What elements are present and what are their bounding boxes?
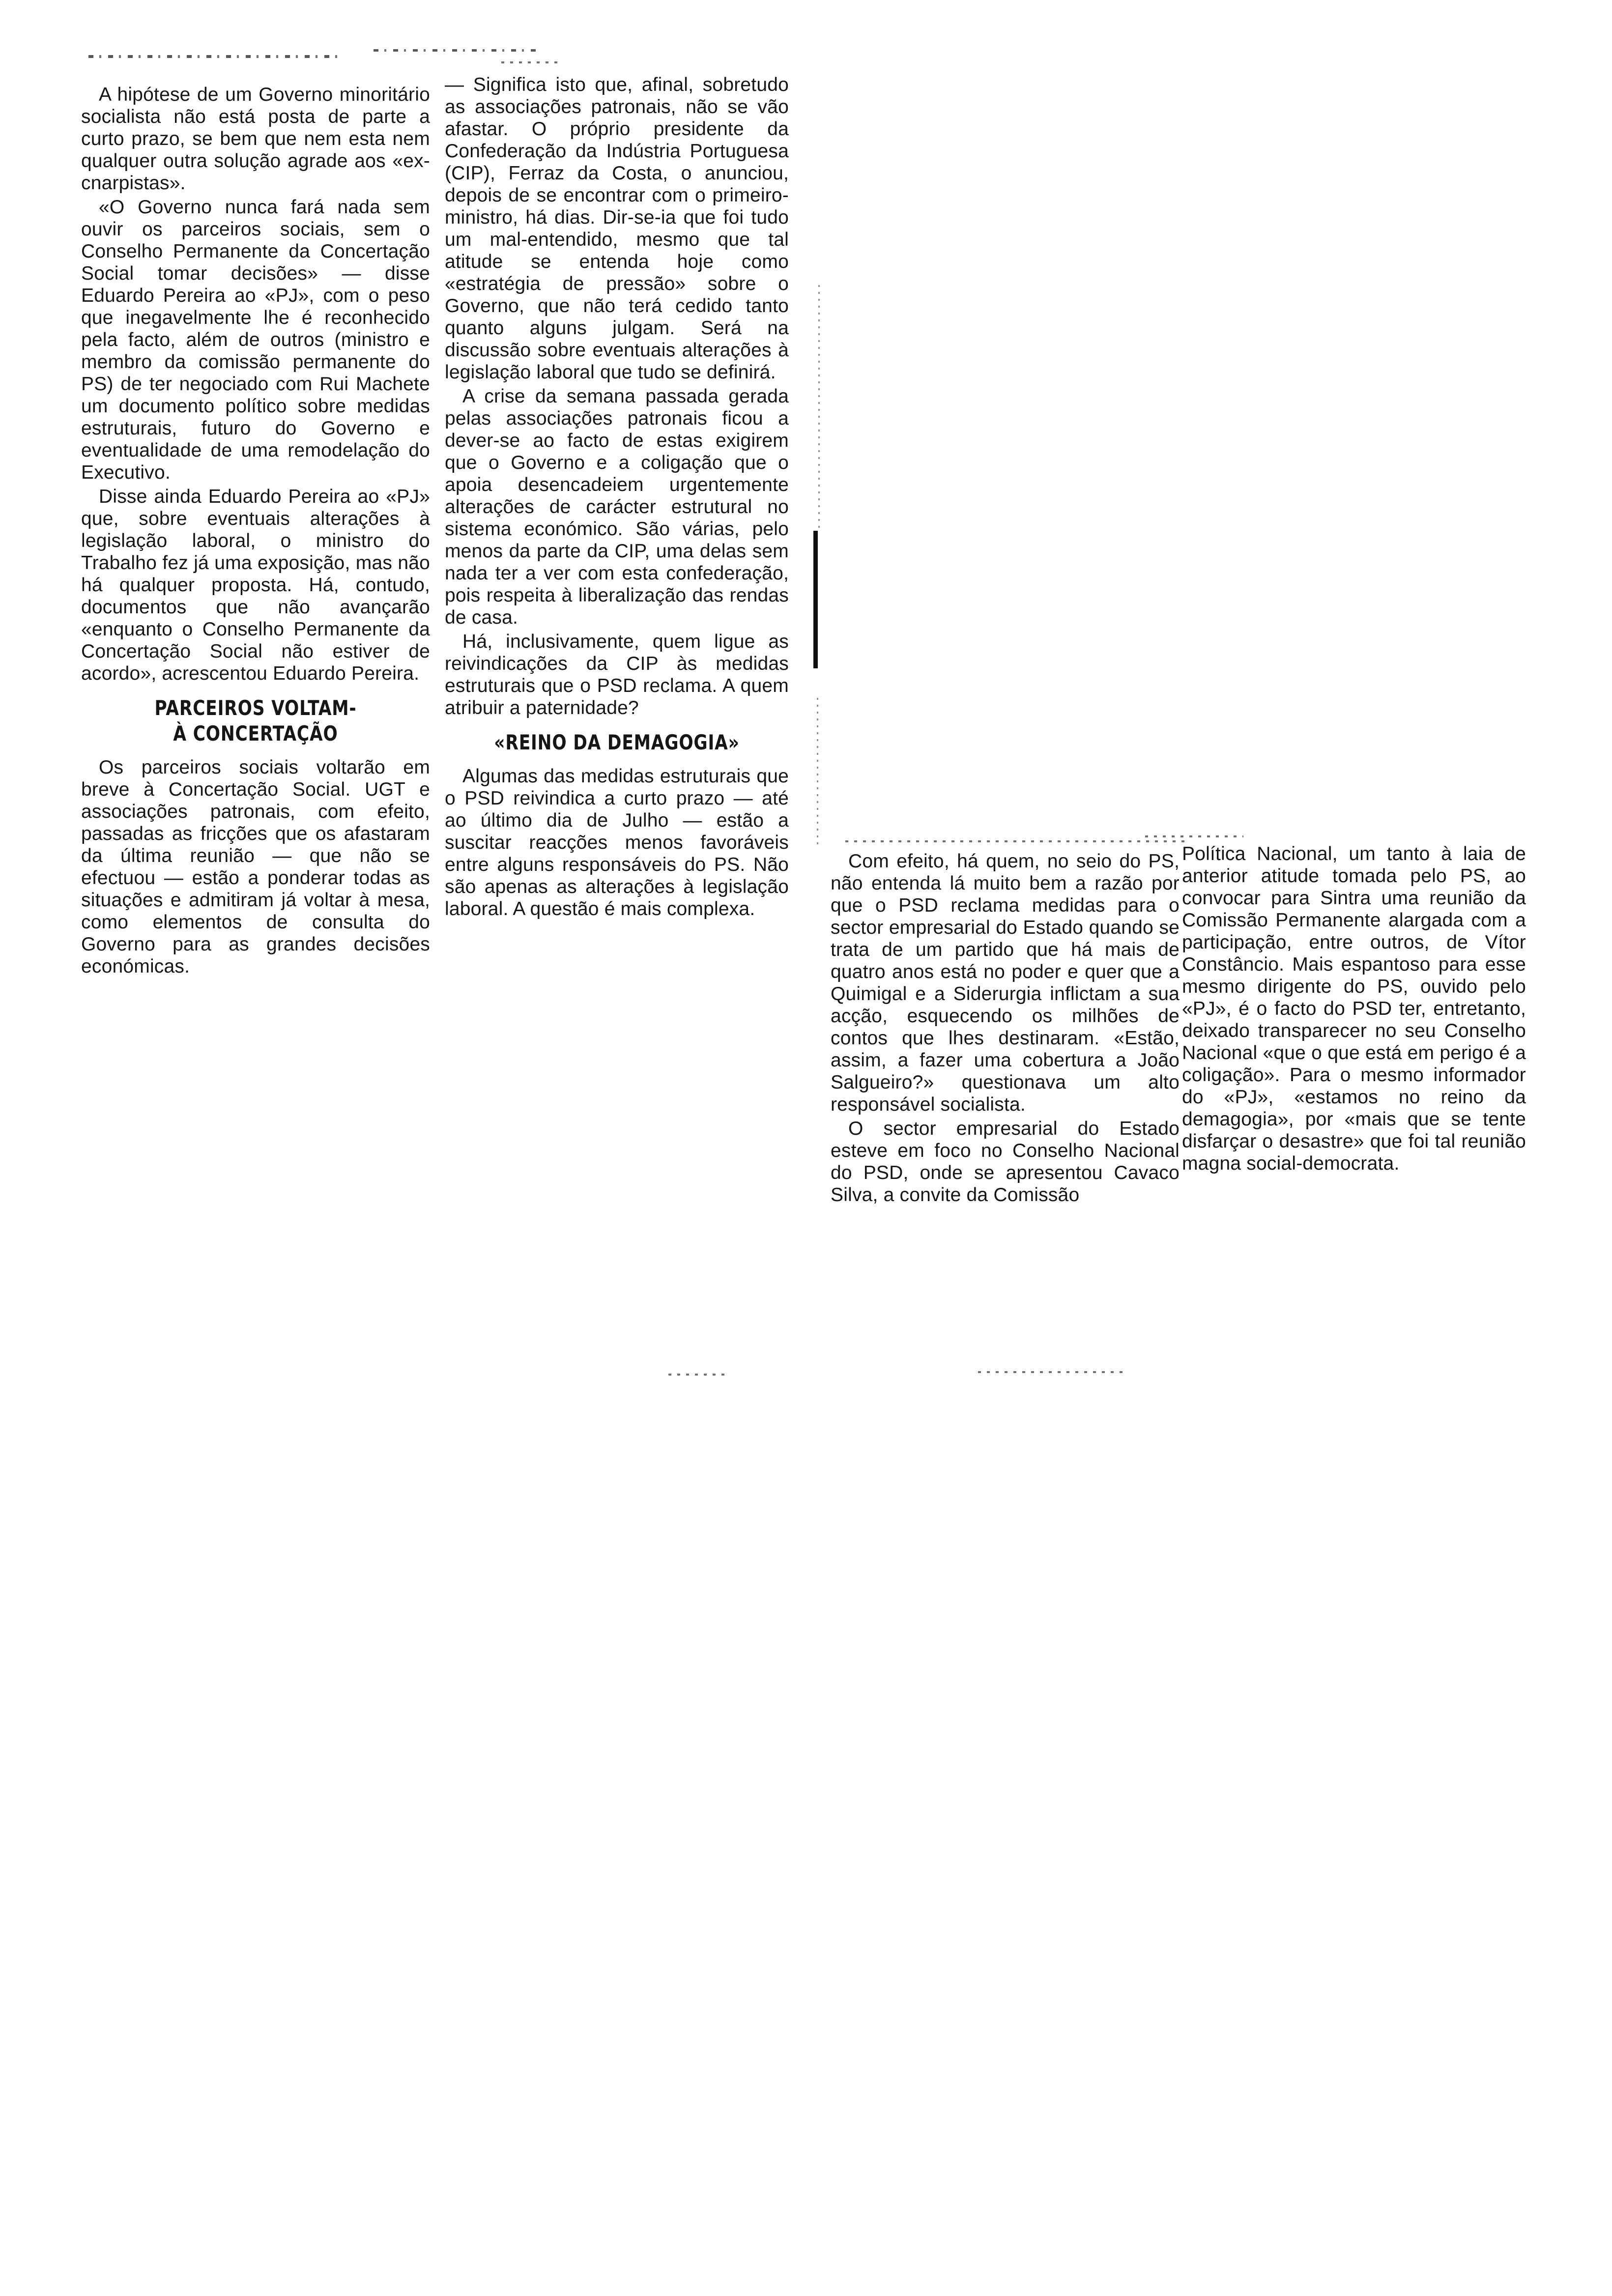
scan-noise-top-left <box>88 55 344 58</box>
col1-paragraph-2: «O Governo nunca fará nada sem ouvir os parceiros sociais, sem o Conselho Permanente da Concertação Social tomar decisões» — disse Eduardo Pereira ao «PJ», com o peso que inegavelmente lhe é reconhecido pela facto, além de outros (ministro e membro da comissão permanente do PS) de ter negociado com Rui Machete um documento político sobre medidas estruturais, futuro do Governo e eventualidade de uma remodelação do Executivo. <box>81 197 430 483</box>
scan-noise-col2-bottom <box>668 1374 727 1376</box>
col1-paragraph-1: A hipótese de um Governo minoritário socialista não está posta de parte a curto prazo, se bem que nem esta nem qualquer outra solução agrade aos «ex-cnarpistas». <box>81 84 430 194</box>
subheading-line-1: PARCEIROS VOLTAM- <box>154 696 357 720</box>
col1-paragraph-4: Os parceiros sociais voltarão em breve à Concertação Social. UGT e associações patronais, com efeito, passadas as fricções que os afastaram da última reunião — que não se efectuou — estão a ponderar todas as situações e admitiram já voltar à mesa, como elementos de consulta do Governo para as grandes decisões económicas. <box>81 757 430 977</box>
subheading-parceiros-voltam <box>113 695 399 746</box>
scan-noise-col4-top <box>1145 835 1243 837</box>
col3-paragraph-2: O sector empresarial do Estado esteve em foco no Conselho Nacional do PSD, onde se apresentou Cavaco Silva, a convite da Comissão <box>831 1118 1180 1205</box>
scan-noise-top-center <box>374 49 536 52</box>
subheading-reino-da-demagogia <box>476 730 758 755</box>
col2-paragraph-2: A crise da semana passada gerada pelas associações patronais ficou a dever-se ao facto de estas exigirem que o Governo e a coligação que o apoia desencadeiem urgentemente alterações de carácter estrutural no sistema económico. São várias, pelo menos da parte da CIP, uma delas sem nada ter a ver com esta confederação, pois respeita à liberalização das rendas de casa. <box>445 386 789 628</box>
article-column-4 <box>1182 843 1526 1175</box>
col4-paragraph-1: Política Nacional, um tanto à laia de anterior atitude tomada pelo PS, ao convocar para Sintra uma reunião da Comissão Permanente alargada com a participação, entre outros, de Vítor Constâncio. Mais espantoso para esse mesmo dirigente do PS, ouvido pelo «PJ», é o facto do PSD ter, entretanto, deixado transparecer no seu Conselho Nacional «que o que está em perigo é a coligação». Para o mesmo informador do «PJ», «estamos no reino da demagogia», por «mais que se tente disfarçar o desastre» que foi tal reunião magna social-democrata. <box>1182 843 1526 1174</box>
col3-paragraph-1: Com efeito, há quem, no seio do PS, não entenda lá muito bem a razão por que o PSD reclama medidas para o sector empresarial do Estado quando se trata de um partido que há mais de quatro anos está no poder e quer que a Quimigal e a Siderurgia inflictam a sua acção, esquecendo os milhões de contos que lhes destinaram. «Estão, assim, a fazer uma cobertura a João Salgueiro?» questionava um alto responsável socialista. <box>831 851 1180 1115</box>
subheading-text: «REINO DA DEMAGOGIA» <box>494 730 740 754</box>
scan-margin-specks-lower <box>817 698 818 845</box>
scan-noise-col3-bottom <box>978 1371 1125 1373</box>
col2-paragraph-3: Há, inclusivamente, quem ligue as reivindicações da CIP às medidas estruturais que o PSD reclama. A quem atribuir a paternidade? <box>445 631 789 718</box>
scan-noise-col3-top <box>845 840 1189 842</box>
scan-noise-top-right <box>501 61 560 63</box>
col1-paragraph-3: Disse ainda Eduardo Pereira ao «PJ» que, sobre eventuais alterações à legislação laboral, o ministro do Trabalho fez já uma exposição, mas não há qualquer proposta. Há, contudo, documentos que não avançarão «enquanto o Conselho Permanente da Concertação Social não estiver de acordo», acrescentou Eduardo Pereira. <box>81 486 430 684</box>
article-column-3 <box>831 850 1180 1206</box>
col2-paragraph-4: Algumas das medidas estruturais que o PSD reivindica a curto prazo — até ao último dia de Julho — estão a suscitar reacções menos favoráveis entre alguns responsáveis do PS. Não são apenas as alterações à legislação laboral. A questão é mais complexa. <box>445 766 789 919</box>
subheading-line-2: À CONCERTAÇÃO <box>173 721 338 746</box>
scan-margin-specks <box>818 285 820 531</box>
scan-margin-bar <box>813 531 818 668</box>
article-column-2 <box>445 74 789 920</box>
article-column-1 <box>81 84 430 977</box>
col2-paragraph-1: — Significa isto que, afinal, sobretudo as associações patronais, não se vão afastar. O próprio presidente da Confederação da Indústria Portuguesa (CIP), Ferraz da Costa, o anunciou, depois de se encontrar com o primeiro-ministro, há dias. Dir-se-ia que foi tudo um mal-entendido, mesmo que tal atitude se entenda hoje como «estratégia de pressão» sobre o Governo, que não terá cedido tanto quanto alguns julgam. Será na discussão sobre eventuais alterações à legislação laboral que tudo se definirá. <box>445 74 789 383</box>
